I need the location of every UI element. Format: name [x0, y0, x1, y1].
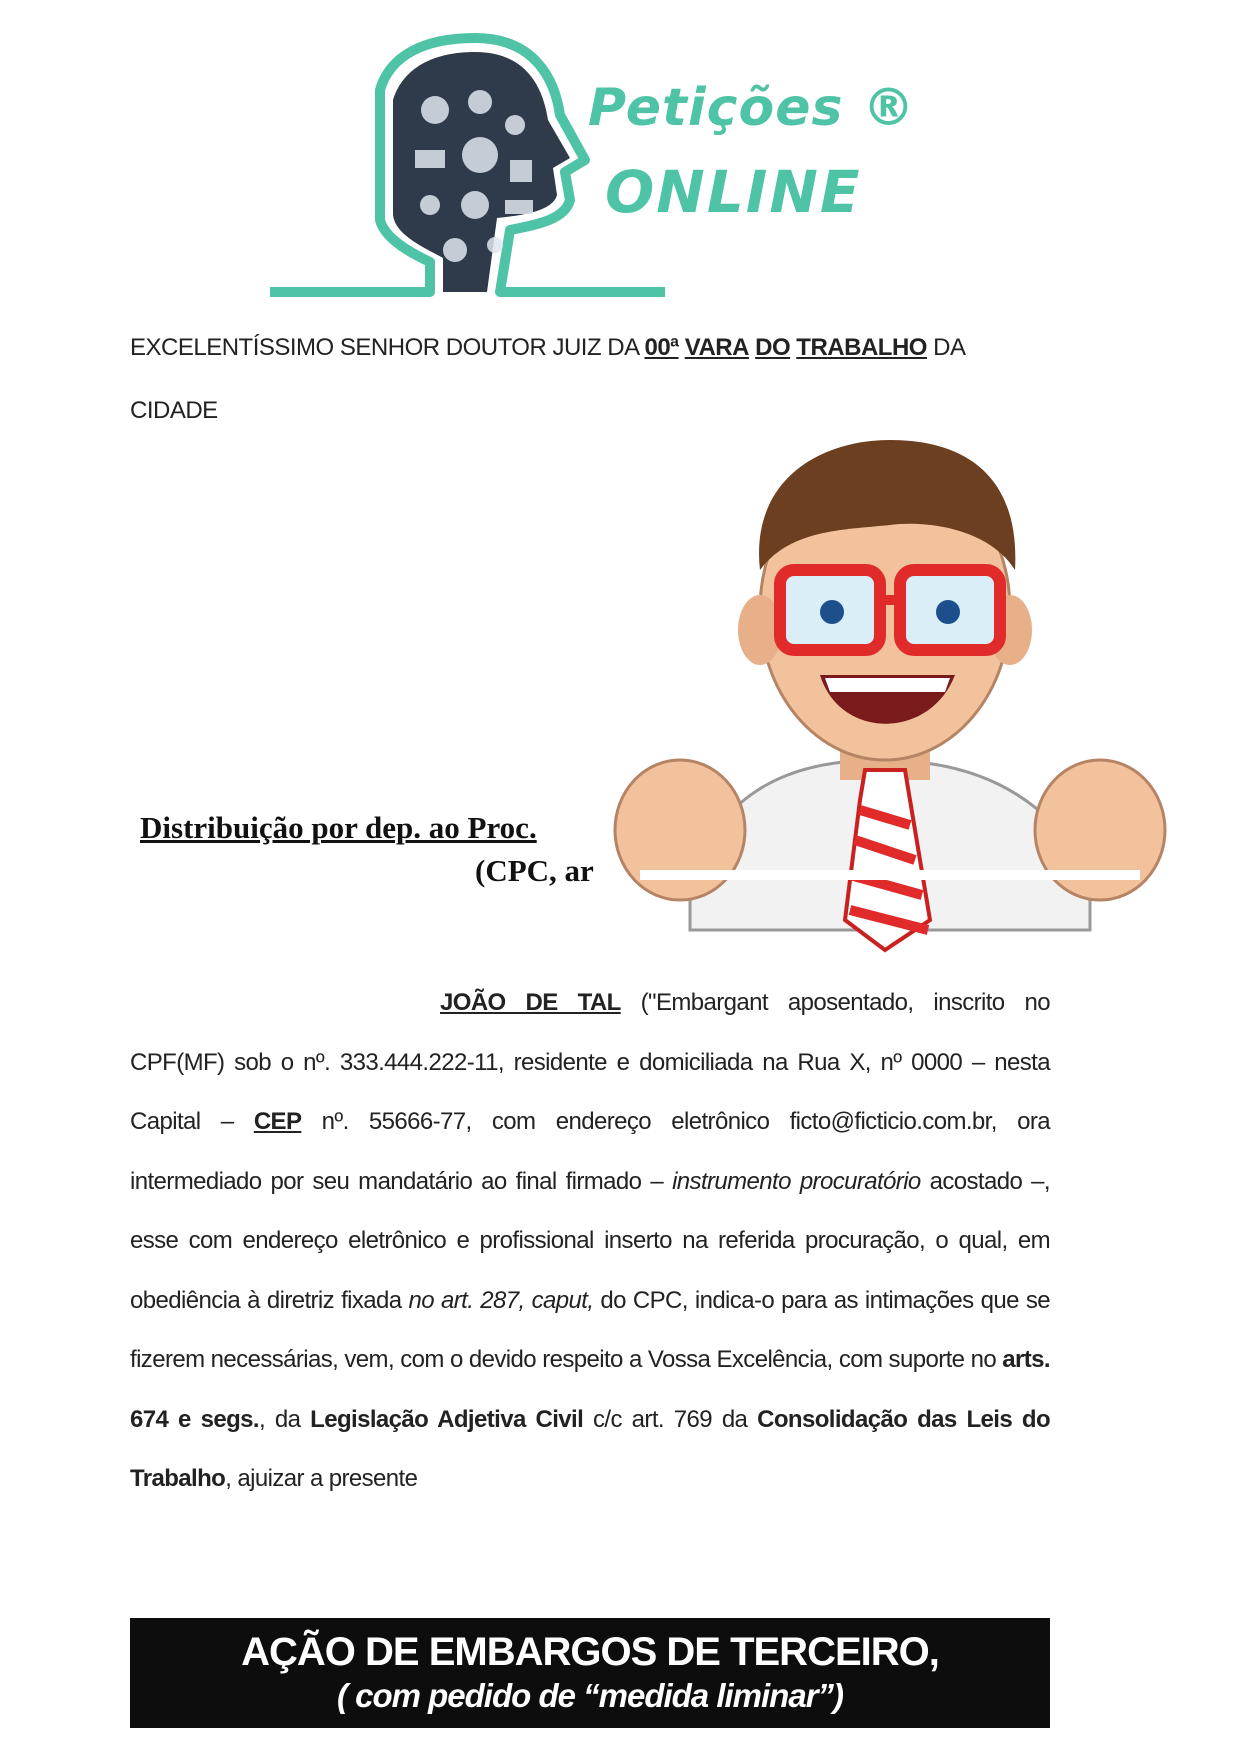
address-vara-number: 00ª [644, 334, 679, 361]
sub-italic: com pedido de “medida liminar” [355, 1677, 834, 1714]
body-text-4: do CPC, indica-o para as intimações que se fizerem necessárias, vem, com o devido respeito a Vossa Excelência, com suporte no [130, 1286, 1050, 1373]
address-suffix: DA [926, 334, 966, 361]
sub-open: ( [336, 1677, 356, 1714]
body-italic-1: instrumento procuratório [672, 1167, 921, 1195]
address-vara: VARA [684, 334, 749, 361]
body-text-6: c/c art. 769 da [583, 1405, 758, 1433]
address-line-1 [130, 334, 1050, 362]
body-bold-2: Legislação Adjetiva Civil [310, 1405, 584, 1433]
body-bold-3: Consolidação das Leis do Trabalho [130, 1405, 1051, 1492]
body-text-5: , da [258, 1405, 311, 1433]
address-line-2: CIDADE [130, 397, 218, 424]
body-aposentado: aposentado, [767, 989, 914, 1016]
body-text-3: acostado –, esse com endereço eletrônico e profissional inserto na referida procuração, o qual, em obediência à diretriz fixada [130, 1167, 1051, 1314]
action-subtitle [130, 1677, 1050, 1715]
cartoon-man-glasses-icon [610, 430, 1170, 1050]
body-text-2: nº. 55666-77, com endereço eletrônico ficto@ficticio.com.br, ora intermediado por seu mandatário ao final firmado – [130, 1108, 1050, 1195]
action-title-banner [130, 1618, 1050, 1728]
petition-body [130, 973, 1050, 1509]
distribution-line-2: (CPC, ar [475, 853, 594, 888]
address-trabalho: TRABALHO [796, 334, 927, 361]
body-cep: CEP [253, 1108, 302, 1135]
body-italic-2: no art. 287, caput, [408, 1286, 594, 1314]
plaintiff-label: ("Embargant [620, 989, 768, 1016]
body-text-1: inscrito no CPF(MF) sob o nº. 333.444.222-11, residente e domiciliada na Rua X, nº 0000 – nesta Capital – [130, 989, 1050, 1135]
action-title: AÇÃO DE EMBARGOS DE TERCEIRO, [241, 1630, 939, 1674]
sub-close: ) [833, 1677, 844, 1714]
logo-subtitle: ONLINE [605, 158, 862, 226]
address-do: DO [755, 334, 791, 361]
plaintiff-name: JOÃO DE TAL [440, 989, 621, 1016]
logo-title: Petições ® [588, 78, 916, 138]
distribution-line-1: Distribuição por dep. ao Proc. [140, 810, 537, 845]
body-bold-1: arts. 674 e segs. [130, 1346, 1050, 1433]
body-text-7: , ajuizar a presente [225, 1465, 418, 1492]
address-prefix: EXCELENTÍSSIMO SENHOR DOUTOR JUIZ DA [130, 334, 645, 361]
